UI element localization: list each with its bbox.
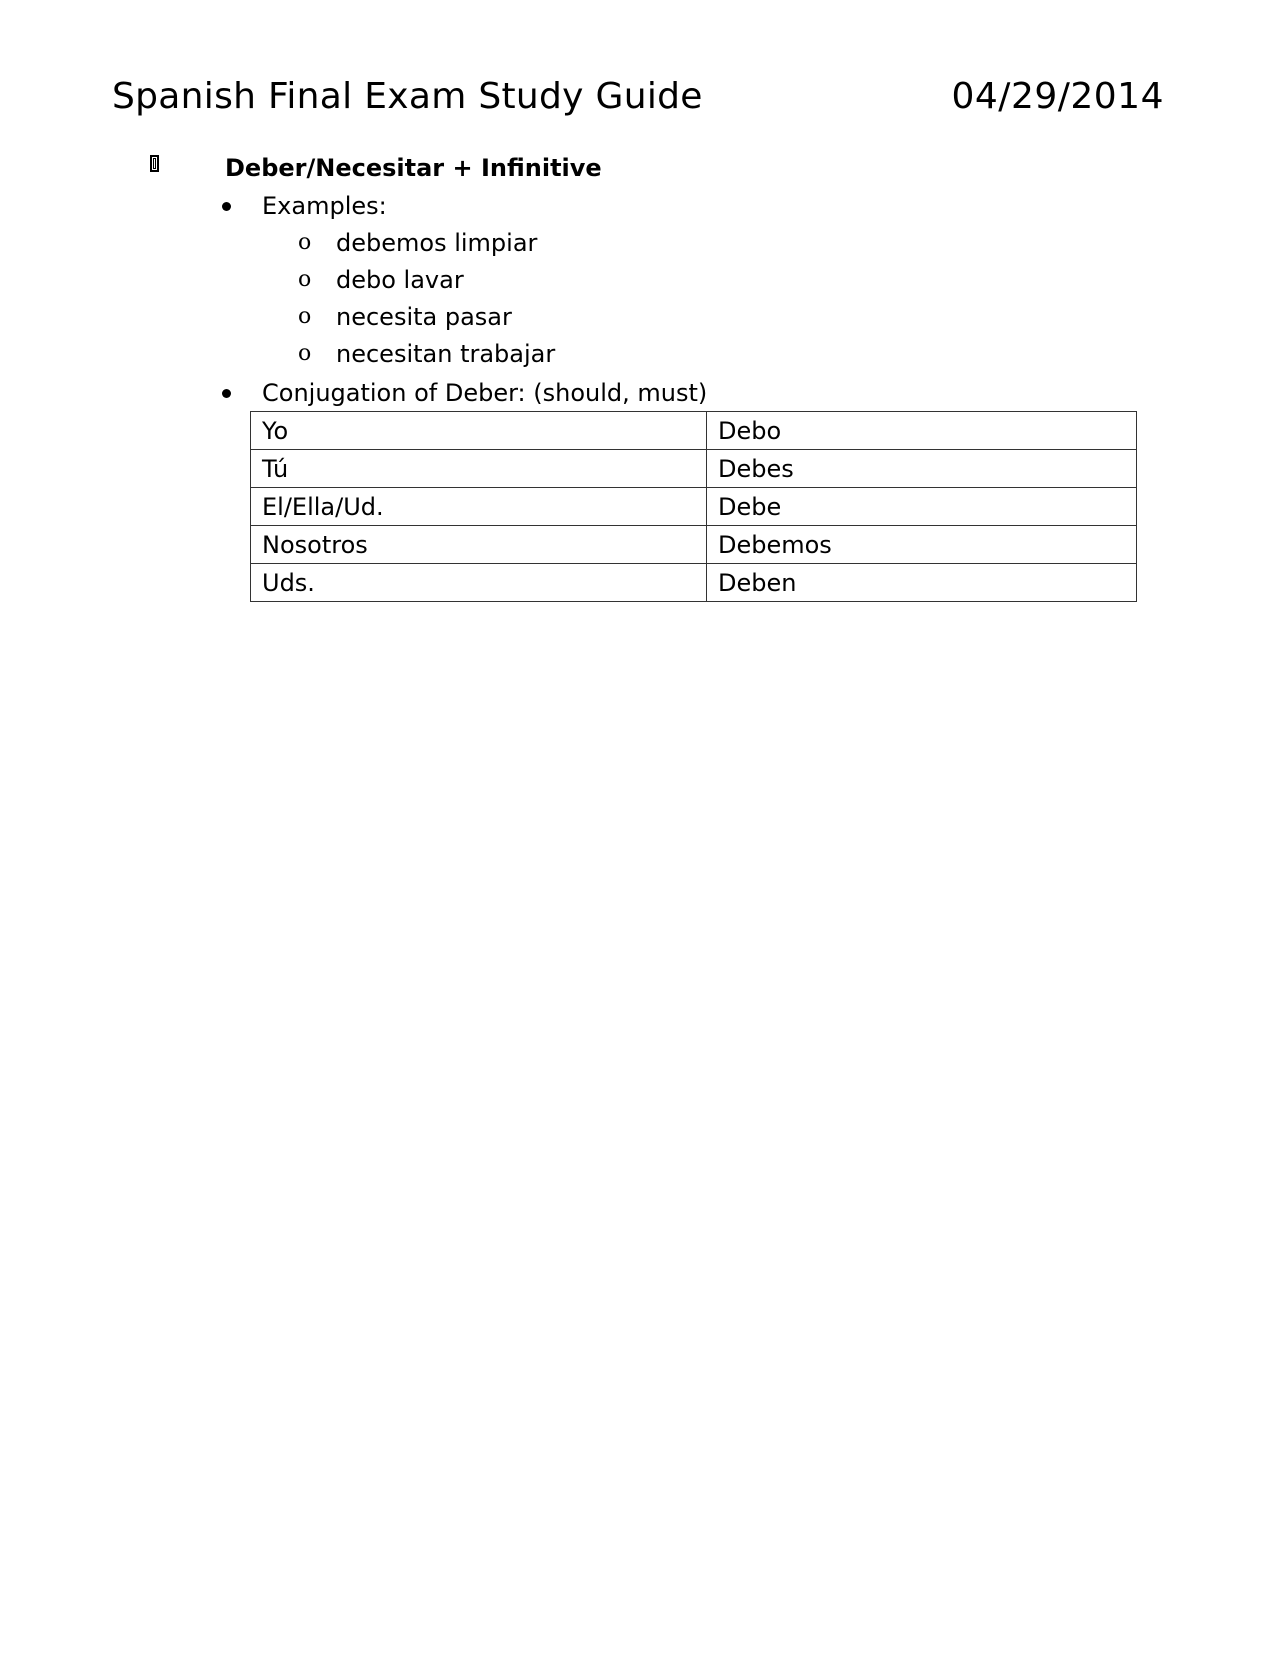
sub-bullet-marker: o: [298, 230, 312, 255]
bullet-dot-icon: [222, 389, 231, 398]
conjugation-table: [250, 411, 1137, 602]
example-text: necesita pasar: [336, 303, 512, 331]
example-text: necesitan trabajar: [336, 340, 556, 368]
subject-cell: Nosotros: [251, 526, 707, 564]
sub-bullet-marker: o: [298, 267, 312, 292]
table-row: [251, 488, 1137, 526]
table-row: [251, 564, 1137, 602]
section-heading: Deber/Necesitar + Infinitive: [225, 154, 602, 182]
subject-cell: Tú: [251, 450, 707, 488]
table-row: [251, 450, 1137, 488]
subject-cell: Uds.: [251, 564, 707, 602]
table-row: [251, 412, 1137, 450]
subject-cell: Yo: [251, 412, 707, 450]
subject-cell: El/Ella/Ud.: [251, 488, 707, 526]
form-cell: Deben: [707, 564, 1137, 602]
sub-bullet-marker: o: [298, 341, 312, 366]
form-cell: Debo: [707, 412, 1137, 450]
section-bullet-icon: [150, 155, 159, 172]
form-cell: Debes: [707, 450, 1137, 488]
examples-label: Examples:: [262, 192, 387, 220]
example-text: debemos limpiar: [336, 229, 538, 257]
example-text: debo lavar: [336, 266, 464, 294]
form-cell: Debe: [707, 488, 1137, 526]
form-cell: Debemos: [707, 526, 1137, 564]
conjugation-label: Conjugation of Deber: (should, must): [262, 379, 708, 407]
document-date: 04/29/2014: [951, 76, 1164, 117]
document-header: [112, 72, 1164, 122]
document-title: Spanish Final Exam Study Guide: [112, 76, 703, 117]
table-row: [251, 526, 1137, 564]
sub-bullet-marker: o: [298, 304, 312, 329]
bullet-dot-icon: [222, 202, 231, 211]
